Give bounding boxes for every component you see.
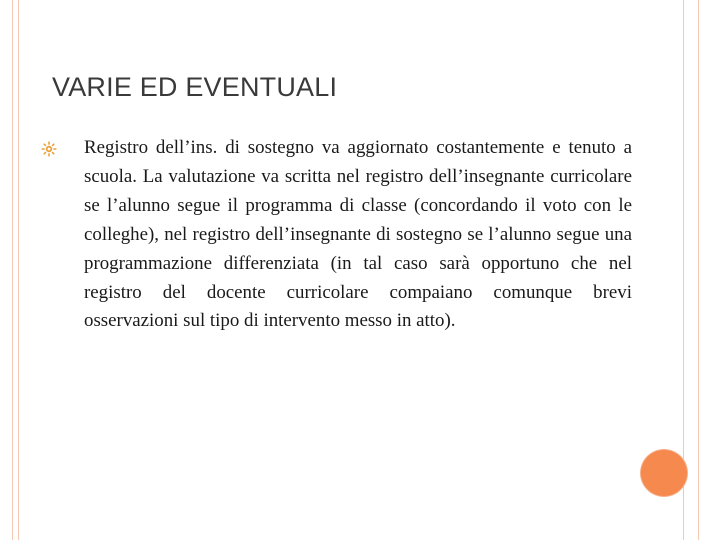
- sun-bullet-icon: [41, 141, 57, 157]
- bullet-lead-word: Registro: [84, 137, 149, 158]
- right-frame-line-inner: [683, 0, 684, 540]
- bullet-body: dell’ins. di sostegno va aggiornato costantemente e tenuto a scuola. La valutazione va scritta nel registro dell’insegnante curricolare se l’alunno segue il programma di classe (concordando il voto con le colleghe), nel registro dell’insegnante di sostegno se l’alunno segue una programmazione differenziata (in tal caso sarà opportuno che nel registro del docente curricolare compaiano comunque brevi osservazioni sul tipo di intervento messo in atto).: [84, 137, 632, 332]
- slide-title: VARIE ED EVENTUALI: [52, 72, 338, 102]
- bullet-text: [84, 134, 632, 336]
- right-frame-line-outer: [698, 0, 699, 540]
- slide: [19, 0, 683, 540]
- decorative-orange-circle: [641, 450, 687, 496]
- left-frame-line-outer: [12, 0, 13, 540]
